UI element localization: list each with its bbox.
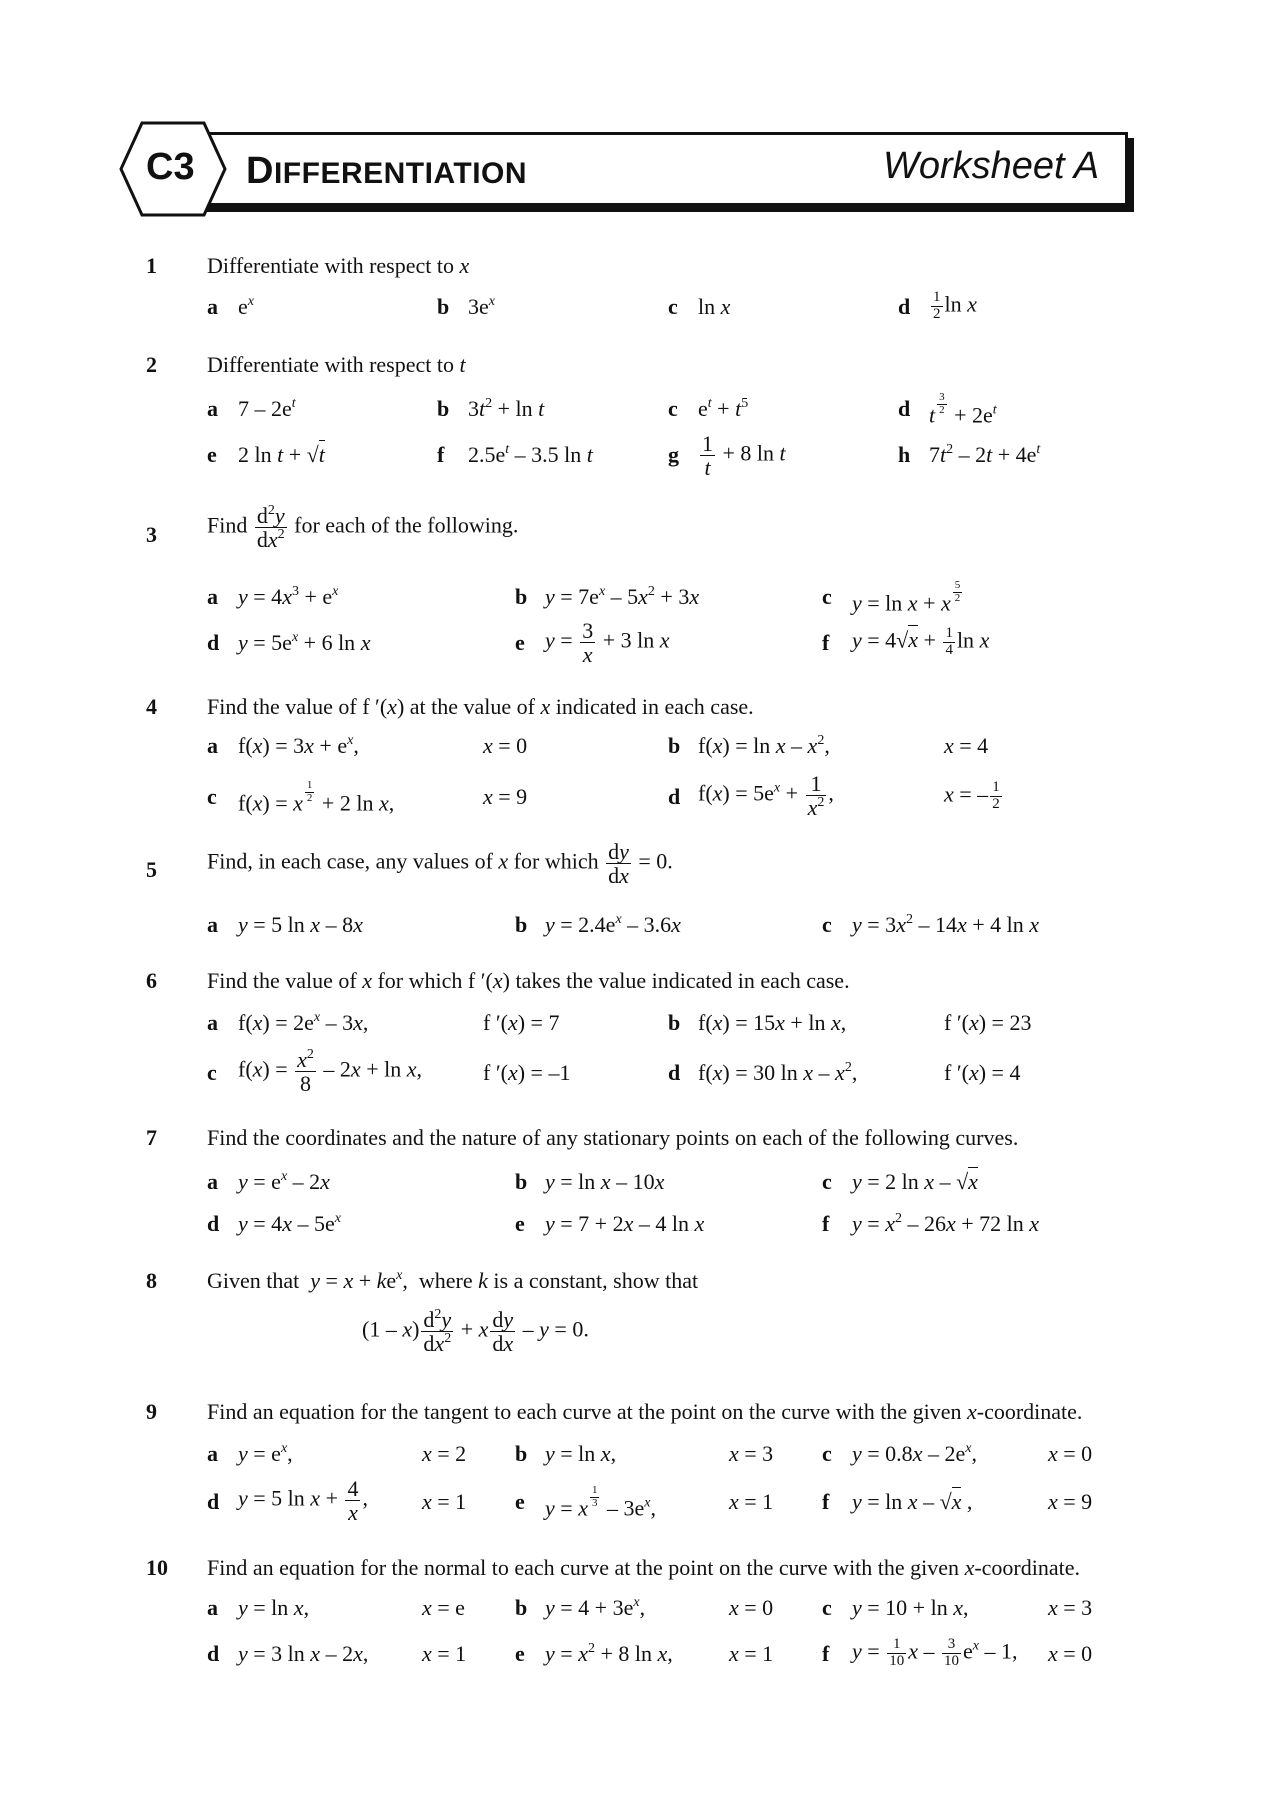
- part-label: d: [898, 294, 911, 319]
- question-number: 6: [146, 968, 157, 993]
- part-expr: y = 10 + ln x,: [852, 1595, 969, 1620]
- part-condition: x = 9: [483, 784, 528, 809]
- part-label: a: [207, 584, 218, 609]
- part-expr: $e^t + t^5$: [698, 396, 749, 421]
- question-text: Find an equation for the normal to each curve at the point on the curve with the given x-coordinate.: [207, 1555, 1080, 1580]
- part-expr: $f(x) = \ln x - x^2$,: [698, 733, 830, 758]
- question-text: Find $\frac{d^2y}{dx^2}$ for each of the following.: [207, 503, 519, 553]
- part-label: a: [207, 912, 218, 937]
- part-expr: $7t^2 - 2t + 4e^t$: [929, 442, 1041, 467]
- part-label: b: [515, 1169, 528, 1194]
- part-label: e: [515, 630, 525, 655]
- part-expr: f(x) = 30 ln x – $x^2$,: [698, 1060, 858, 1085]
- question-number: 2: [146, 352, 157, 377]
- question-number: 4: [146, 694, 157, 719]
- part-condition: x = 1: [422, 1489, 467, 1514]
- part-expr: y = $\frac{3}{x}$ + 3 ln x: [545, 618, 670, 668]
- part-expr: y = 3 ln x – 2x,: [238, 1641, 369, 1666]
- part-label: c: [822, 1169, 832, 1194]
- part-label: c: [822, 584, 832, 609]
- part-label: d: [668, 784, 681, 809]
- part-expr: $y = x^2 - 26x + 72$ ln x: [852, 1211, 1040, 1236]
- part-condition: f ′(x) = 7: [483, 1010, 560, 1035]
- part-label: a: [207, 1595, 218, 1620]
- part-label: d: [898, 396, 911, 421]
- part-expr: $y = 3x^2 - 14x + 4$ ln x: [852, 912, 1040, 937]
- part-label: e: [515, 1211, 525, 1236]
- part-expr: $y = 4x^3 + e^x$: [238, 584, 339, 609]
- part-label: e: [515, 1489, 525, 1514]
- part-label: f: [822, 1641, 830, 1666]
- part-label: c: [668, 294, 678, 319]
- part-expr: y = ln x,: [238, 1595, 310, 1620]
- part-expr: 2 ln t + √t: [238, 442, 325, 467]
- part-expr: $e^x$: [238, 294, 254, 319]
- part-expr: $y = 2.4e^x - 3.6x$: [545, 912, 681, 937]
- part-label: f: [822, 1489, 830, 1514]
- part-label: c: [207, 784, 217, 809]
- question-text: Find the coordinates and the nature of any stationary points on each of the following curves.: [207, 1125, 1019, 1150]
- part-expr: $2.5e^t - 3.5$ ln t: [468, 442, 593, 467]
- part-expr: y = 4√x + $\frac{1}{4}$ ln x: [852, 625, 990, 658]
- part-expr: $f(x) = 3x + e^x$,: [238, 733, 359, 758]
- part-label: a: [207, 396, 218, 421]
- part-label: a: [207, 294, 218, 319]
- part-label: c: [207, 1060, 217, 1085]
- part-expr: $7 - 2e^t$: [238, 396, 296, 421]
- part-expr: $y = e^x$,: [238, 1441, 293, 1466]
- part-condition: x = 4: [944, 733, 989, 758]
- part-label: d: [207, 1641, 220, 1666]
- part-expr: y = $\frac{1}{10}$ x – $\frac{3}{10}$ $e^x - 1$,: [852, 1636, 1018, 1669]
- part-label: g: [668, 442, 679, 467]
- part-label: c: [822, 1595, 832, 1620]
- part-label: b: [515, 912, 528, 937]
- question-text: Given that $y = x + ke^x$, where k is a constant, show that: [207, 1268, 699, 1293]
- part-label: a: [207, 1441, 218, 1466]
- unit-code: C3: [146, 146, 195, 188]
- part-condition: x = 0: [729, 1595, 774, 1620]
- part-condition: x = 3: [1048, 1595, 1093, 1620]
- worksheet-label: Worksheet A: [883, 145, 1100, 187]
- part-label: b: [515, 584, 528, 609]
- part-label: f: [822, 630, 830, 655]
- page-title: DIFFERENTIATION: [246, 150, 528, 192]
- part-label: d: [207, 630, 220, 655]
- part-expr: $3t^2 + \ln t$: [468, 396, 545, 421]
- question-number: 5: [146, 857, 157, 882]
- question-text: Differentiate with respect to x: [207, 253, 470, 278]
- part-expr: y = 7 + 2x – 4 ln x: [545, 1211, 705, 1236]
- part-label: b: [668, 1010, 681, 1035]
- part-condition: f ′(x) = –1: [483, 1060, 571, 1085]
- part-expr: $y = 7e^x - 5x^2 + 3x$: [545, 584, 700, 609]
- part-expr: $\frac{1}{t}$ + 8 ln t: [702, 431, 786, 481]
- part-label: h: [898, 442, 911, 467]
- question-number: 1: [146, 253, 157, 278]
- part-condition: x = 1: [729, 1489, 774, 1514]
- part-label: e: [515, 1641, 525, 1666]
- question-number: 7: [146, 1125, 157, 1150]
- equation: (1 – x) $\frac{d^2y}{dx^2}$ + x $\frac{dy}{dx}$ – y = 0.: [362, 1307, 589, 1357]
- part-expr: $\frac{1}{2}$ ln x: [933, 289, 977, 322]
- part-label: b: [437, 294, 450, 319]
- question-text: Find an equation for the tangent to each curve at the point on the curve with the given x-coordinate.: [207, 1399, 1083, 1424]
- question-text: Find the value of f ′(x) at the value of x indicated in each case.: [207, 694, 754, 719]
- part-expr: $y = 4x - 5e^x$: [238, 1211, 341, 1236]
- part-condition: x = 0: [1048, 1641, 1093, 1666]
- part-expr: f(x) = 15x + ln x,: [698, 1010, 847, 1035]
- part-label: c: [668, 396, 678, 421]
- part-condition: x = 0: [483, 733, 528, 758]
- question-number: 10: [146, 1555, 168, 1580]
- part-label: b: [437, 396, 450, 421]
- part-expr: ln x: [698, 294, 731, 319]
- part-condition: x = 9: [1048, 1489, 1093, 1514]
- part-label: a: [207, 1169, 218, 1194]
- part-condition: x = 1: [729, 1641, 774, 1666]
- part-label: c: [822, 1441, 832, 1466]
- part-expr: y = ln x – 10x: [545, 1169, 665, 1194]
- question-text: Find, in each case, any values of x for which $\frac{dy}{dx}$ = 0.: [207, 839, 673, 889]
- question-text: Differentiate with respect to t: [207, 352, 466, 377]
- part-condition: x = 2: [422, 1441, 467, 1466]
- part-label: a: [207, 733, 218, 758]
- part-expr: $y = x^2 + 8$ ln x,: [545, 1641, 673, 1666]
- part-condition: f ′(x) = 4: [944, 1060, 1021, 1085]
- part-expr: t $\frac{3}{2}$ + $2e^t$: [929, 391, 997, 428]
- question-number: 8: [146, 1268, 157, 1293]
- part-label: f: [437, 442, 445, 467]
- part-label: c: [822, 912, 832, 937]
- question-text: Find the value of x for which f ′(x) takes the value indicated in each case.: [207, 968, 850, 993]
- part-expr: f(x) = $\frac{x^2}{8}$ – 2x + ln x,: [238, 1047, 422, 1097]
- part-label: d: [207, 1489, 220, 1514]
- part-label: a: [207, 1010, 218, 1035]
- part-label: b: [515, 1441, 528, 1466]
- part-condition: x = 0: [1048, 1441, 1093, 1466]
- part-label: d: [207, 1211, 220, 1236]
- part-expr: $f(x) = 5e^x$ + $\frac{1}{x^2}$ ,: [698, 771, 834, 821]
- part-condition: x = 1: [422, 1641, 467, 1666]
- part-condition: x = e: [422, 1595, 465, 1620]
- question-number: 3: [146, 522, 157, 547]
- part-label: d: [668, 1060, 681, 1085]
- part-label: e: [207, 442, 217, 467]
- part-label: f: [822, 1211, 830, 1236]
- part-condition: x = 3: [729, 1441, 774, 1466]
- part-expr: y = ln x + x $\frac{5}{2}$: [852, 579, 961, 616]
- part-condition: f ′(x) = 23: [944, 1010, 1032, 1035]
- part-expr: $y = 0.8x - 2e^x$,: [852, 1441, 977, 1466]
- question-number: 9: [146, 1399, 157, 1424]
- part-expr: y = ln x,: [545, 1441, 617, 1466]
- part-expr: y = 5 ln x + $\frac{4}{x}$ ,: [238, 1476, 368, 1526]
- part-expr: $y = e^x - 2x$: [238, 1169, 330, 1194]
- part-label: b: [515, 1595, 528, 1620]
- part-expr: $f(x) = 2e^x - 3x$,: [238, 1010, 369, 1035]
- part-expr: y = ln x – √x ,: [852, 1489, 973, 1514]
- part-expr: f(x) = x $\frac{1}{2}$ + 2 ln x,: [238, 779, 395, 816]
- part-expr: y = 5 ln x – 8x: [238, 912, 363, 937]
- part-condition: x = – $\frac{1}{2}$: [944, 779, 1000, 812]
- part-expr: y = 2 ln x – √x: [852, 1169, 978, 1194]
- part-label: b: [668, 733, 681, 758]
- part-expr: $y = 5e^x + 6$ ln x: [238, 630, 371, 655]
- part-expr: $y = 4 + 3e^x$,: [545, 1595, 646, 1620]
- part-expr: $3e^x$: [468, 294, 495, 319]
- part-expr: y = x $\frac{1}{3}$ – $3e^x$,: [545, 1484, 656, 1521]
